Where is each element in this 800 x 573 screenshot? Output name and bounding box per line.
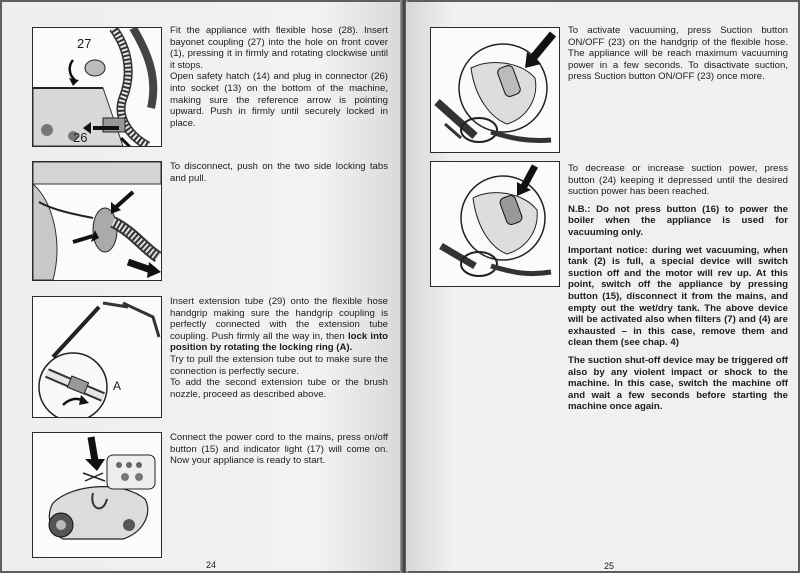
left-step4-p1: Connect the power cord to the mains, press on/off button (15) and indicator light (17) will come on. Now your appliance is ready to start. [170, 432, 388, 467]
page-number-25: 25 [604, 561, 615, 571]
disconnect-illustration [33, 162, 161, 280]
right-step2-text [568, 163, 788, 419]
left-step3-text [170, 296, 388, 400]
left-step1-p1: Fit the appliance with flexible hose (28). Insert bayonet coupling (27) into the hole on front cover (1), pressing it in firmly and rotating clockwise until it stops. [170, 25, 388, 71]
figure-hose-connection [32, 27, 162, 147]
page-number-24: 24 [206, 560, 217, 570]
left-step3-p1: Insert extension tube (29) onto the flexible hose handgrip making sure the handgrip coupling is perfectly connected with the extension tube coupling. Push firmly all the way in, then [170, 296, 388, 342]
left-step1-p2: Open safety hatch (14) and plug in connector (26) into socket (13) on the bottom of the machine, making sure the reference arrow is pointing upward. Push in firmly until securely locked in place. [170, 71, 388, 129]
callout-a: A [113, 379, 122, 393]
right-step1-text [568, 25, 788, 89]
left-step3-p3: To add the second extension tube or the brush nozzle, proceed as described above. [170, 377, 388, 400]
suction-power-illustration [431, 162, 559, 286]
left-step3-p2: Try to pull the extension tube out to make sure the connection is perfectly secure. [170, 353, 388, 377]
callout-26: 26 [73, 130, 88, 145]
left-step3-p1-bold: lock into position by rotating the locking ring (A). [170, 330, 388, 354]
figure-suction-power [430, 161, 560, 287]
right-step2-p1: To decrease or increase suction power, press button (24) keeping it depressed until the desired suction power has been reached. [568, 163, 788, 198]
figure-power-on [32, 432, 162, 558]
figure-extension-tube [32, 296, 162, 418]
power-on-illustration [33, 433, 161, 557]
left-step1-text [170, 25, 388, 135]
left-step2-text [170, 161, 388, 190]
extension-tube-illustration [33, 297, 161, 417]
hose-connection-illustration [33, 28, 161, 146]
figure-disconnect [32, 161, 162, 281]
right-step1-p1: To activate vacuuming, press Suction button ON/OFF (23) on the handgrip of the flexible hose. The appliance will be reach maximum vacuuming power in a few seconds. To disactivate suction, press Suction button ON/OFF (23) once more. [568, 25, 788, 83]
suction-button-illustration [431, 28, 559, 152]
figure-suction-button [430, 27, 560, 153]
left-step2-p1: To disconnect, push on the two side locking tabs and pull. [170, 161, 388, 184]
right-shutoff-note: The suction shut-off device may be triggered off also by any violent impact or shock to the machine. In this case, switch the machine off and wait a few seconds before starting the machine once again. [568, 354, 788, 413]
right-important-notice: Important notice: during wet vacuuming, when tank (2) is full, a special device will switch suction off and the motor will rev up. At this point, switch off the appliance by pressing button (15), disconnect it from the mains, and empty out the wet/dry tank. The above device will be activated also when filters (7) and (4) are exhausted – in this case, remove them and clean them (see chap. 4) [568, 244, 788, 349]
callout-27: 27 [77, 36, 92, 51]
left-step4-text [170, 432, 388, 473]
right-nb-note: N.B.: Do not press button (16) to power the boiler when the appliance is used for vacuuming only. [568, 203, 788, 238]
